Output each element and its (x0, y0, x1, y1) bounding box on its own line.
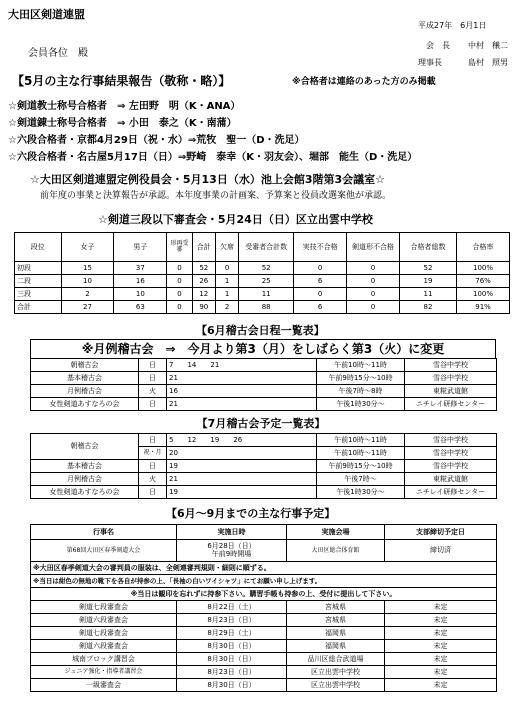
table-row (31, 434, 497, 447)
role-director: 理事長 (418, 58, 442, 67)
note-cell: ※当日は観印を忘れずに持参下さい。購習手帳も持参の上、受付に提出して下さい。 (31, 588, 497, 601)
cell: 福岡県 (287, 627, 385, 640)
cell: 1 (215, 288, 238, 301)
cell: 未定 (385, 627, 497, 640)
cell: 8月22日（土） (177, 601, 287, 614)
cell: 16 (114, 275, 167, 288)
table-row (31, 614, 497, 627)
table-row (31, 588, 497, 601)
cell: 月例稽古会 (31, 473, 139, 486)
cell: 朝稽古会 (31, 359, 139, 372)
cell: 0 (167, 301, 192, 314)
note-cell: ※大田区春季剣道大会の審判員の服装は、全剣連審判規則・細則に順ずる。 (31, 562, 497, 575)
cell: ニチレイ研修センター (405, 398, 497, 411)
june-title: 【6月稽古会日程一覧表】 (196, 324, 325, 337)
cell: 未定 (385, 601, 497, 614)
cell: 雪谷中学校 (405, 447, 497, 460)
cell: 雪谷中学校 (405, 372, 497, 385)
cell: 剣道七段審査会 (31, 627, 177, 640)
table-row (15, 262, 510, 275)
table-row (31, 372, 497, 385)
table-row (31, 666, 497, 679)
exam-header: 女子 (61, 233, 114, 262)
cell: 二段 (15, 275, 62, 288)
cell: 城南ブロック講習会 (31, 653, 177, 666)
cell: 6 (294, 301, 347, 314)
cell: 一級審査会 (31, 679, 177, 692)
cell: 0 (167, 288, 192, 301)
cell: 雪谷中学校 (405, 359, 497, 372)
cell: 日 (139, 460, 167, 473)
cell: 19 (167, 486, 317, 499)
cell: 82 (399, 301, 456, 314)
cell: 5 12 19 26 (167, 434, 317, 447)
cell: 10 (61, 275, 114, 288)
cell: 91% (457, 301, 510, 314)
cell: 締切済 (385, 540, 497, 562)
schedule-header: 支部締切予定日 (385, 525, 497, 540)
table-row (31, 540, 497, 562)
table-row (31, 486, 497, 499)
cell: 19 (167, 460, 317, 473)
table-row (31, 601, 497, 614)
schedule-table (30, 524, 497, 692)
cell: 火 (139, 473, 167, 486)
cell: 19 (399, 275, 456, 288)
cell: 午前9時15分～10時 (317, 460, 405, 473)
cell: 日 (139, 486, 167, 499)
cell: 21 (167, 398, 317, 411)
exam-header-row (15, 233, 510, 262)
exam-header: 形再受審 (167, 233, 192, 262)
exam-header: 合格率 (457, 233, 510, 262)
report-note: ※合格者は連絡のあった方のみ掲載 (292, 77, 436, 87)
cell: 7 14 21 (167, 359, 317, 372)
cell: 未定 (385, 666, 497, 679)
meeting-title: ☆大田区剣道連盟定例役員会・5月13日（水）池上会館3階第3会議室☆ (30, 173, 385, 186)
cell: 8月30日（日） (177, 653, 287, 666)
table-row (31, 398, 497, 411)
cell: 11 (399, 288, 456, 301)
cell: 東糀武道館 (405, 473, 497, 486)
cell: 52 (192, 262, 215, 275)
cell: 2 (215, 301, 238, 314)
cell: 0 (347, 301, 400, 314)
cell: 0 (347, 275, 400, 288)
cell: 午前9時15分～10時 (317, 372, 405, 385)
june-table (30, 358, 497, 411)
cell-date: 6月28日（日） (207, 541, 256, 550)
cell: 火 (139, 385, 167, 398)
table-row (31, 385, 497, 398)
table-row (31, 460, 497, 473)
cell: 11 (239, 288, 294, 301)
cell: 8月29日（土） (177, 627, 287, 640)
cell: 52 (239, 262, 294, 275)
cell: 8月23日（日） (177, 666, 287, 679)
table-row (31, 640, 497, 653)
cell: 大田区総合体育館 (287, 540, 385, 562)
cell: 2 (61, 288, 114, 301)
cell: 8月30日（日） (177, 640, 287, 653)
cell: 品川区総合武道場 (287, 653, 385, 666)
cell: 月例稽古会 (31, 385, 139, 398)
cell: 雪谷中学校 (405, 460, 497, 473)
cell: 宮城県 (287, 601, 385, 614)
cell: 合計 (15, 301, 62, 314)
cell: 26 (192, 275, 215, 288)
cell: 午後1時30分～ (317, 486, 405, 499)
cell: 剣道七段審査会 (31, 601, 177, 614)
cell: 63 (114, 301, 167, 314)
cell: ジュニア強化・指導者講習会 (31, 666, 177, 679)
cell: 37 (114, 262, 167, 275)
cell: 朝稽古会 (31, 434, 139, 460)
cell: 0 (294, 288, 347, 301)
schedule-header: 実施会場 (287, 525, 385, 540)
cell: 0 (347, 262, 400, 275)
cell: 基本稽古会 (31, 460, 139, 473)
cell: 0 (167, 262, 192, 275)
cell: 午後7時～8時 (317, 385, 405, 398)
cell: 27 (61, 301, 114, 314)
cell: ニチレイ研修センター (405, 486, 497, 499)
july-table (30, 433, 497, 499)
cell: 6 (294, 275, 347, 288)
cell: 日 (139, 372, 167, 385)
cell: 三段 (15, 288, 62, 301)
table-row (15, 275, 510, 288)
cell: 12 (192, 288, 215, 301)
cell: 東糀武道館 (405, 385, 497, 398)
cell: 1 (215, 275, 238, 288)
cell: 0 (294, 262, 347, 275)
table-row (15, 288, 510, 301)
cell: 未定 (385, 679, 497, 692)
cell: 0 (215, 262, 238, 275)
exam-header: 男子 (114, 233, 167, 262)
cell: 8月30日（日） (177, 679, 287, 692)
exam-header: 段位 (15, 233, 62, 262)
exam-header: 合格者総数 (399, 233, 456, 262)
cell-time: 午前9時開場 (211, 549, 252, 558)
cell: 午前10時～11時 (317, 434, 405, 447)
cell: 女性剣道あすなろの会 (31, 398, 139, 411)
cell: 午後7時～ (317, 473, 405, 486)
july-title: 【7月稽古会予定一覧表】 (196, 417, 326, 430)
cell: 基本稽古会 (31, 372, 139, 385)
cell: 区立出雲中学校 (287, 666, 385, 679)
table-row (31, 575, 497, 588)
cell: 午前10時～11時 (317, 359, 405, 372)
cell: 0 (347, 288, 400, 301)
report-line: ☆六段合格者・京都4月29日（祝・水）⇒荒牧 聖一（D・洗足） (8, 135, 305, 146)
cell: 日 (139, 398, 167, 411)
table-row (31, 679, 497, 692)
cell: 8月23日（日） (177, 614, 287, 627)
table-row (31, 627, 497, 640)
cell: 100% (457, 288, 510, 301)
exam-header: 剣道形不合格 (347, 233, 400, 262)
cell: 16 (167, 385, 317, 398)
cell: 初段 (15, 262, 62, 275)
cell: 15 (61, 262, 114, 275)
report-line: ☆六段合格者・名古屋5月17日（日）⇒野崎 泰幸（K・羽友会）、堀部 能生（D・洗足） (8, 152, 418, 163)
report-line: ☆剣道錬士称号合格者 ⇒ 小田 泰之（K・南蒲） (8, 118, 237, 129)
schedule-header: 行事名 (31, 525, 177, 540)
cell: 90 (192, 301, 215, 314)
exam-header: 合計 (192, 233, 215, 262)
schedule-title: 【6月～9月までの主な行事予定】 (166, 507, 336, 520)
cell: 21 (167, 473, 317, 486)
cell: 未定 (385, 614, 497, 627)
cell: 未定 (385, 653, 497, 666)
exam-header: 実技不合格 (294, 233, 347, 262)
cell: 未定 (385, 640, 497, 653)
cell: 10 (114, 288, 167, 301)
cell: 日 (139, 359, 167, 372)
report-line: ☆剣道教士称号合格者 ⇒ 左田野 明（K・ANA） (8, 101, 241, 112)
table-row (31, 653, 497, 666)
cell: 0 (167, 275, 192, 288)
cell: 日 (139, 434, 167, 447)
cell: 雪谷中学校 (405, 434, 497, 447)
table-row (31, 525, 497, 540)
table-row (15, 301, 510, 314)
exam-header: 受審者合計数 (239, 233, 294, 262)
cell: 剣道六段審査会 (31, 640, 177, 653)
note-cell: ※当日は紺色の無地の靴下を各自が持参の上、「長袖の白いワイシャツ」にてお願い申し上げます。 (31, 575, 497, 588)
report-title: 【5月の主な行事結果報告（敬称・略）】 (12, 74, 231, 88)
exam-table (14, 232, 510, 314)
issue-date: 平成27年 6月1日 (418, 21, 487, 30)
june-change-notice: ※月例稽古会 ⇒ 今月より第3（月）をしばらく第3（火）に変更 (30, 339, 496, 359)
meeting-description: 前年度の事業と決算報告が承認。本年度事業の計画案、予算案と役員改選案他が承認。 (40, 191, 392, 201)
cell: 100% (457, 262, 510, 275)
schedule-header: 実施日時 (177, 525, 287, 540)
cell: 第68回大田区春季剣道大会 (31, 540, 177, 562)
table-row (31, 359, 497, 372)
org-name: 大田区剣道連盟 (8, 8, 85, 21)
cell (177, 540, 287, 562)
cell: 午前10時～11時 (317, 447, 405, 460)
cell: 午後1時30分～ (317, 398, 405, 411)
cell: 女性剣道あすなろの会 (31, 486, 139, 499)
role-president: 会 長 (426, 41, 450, 50)
exam-title: ☆剣道三段以下審査会・5月24日（日）区立出雲中学校 (98, 213, 373, 226)
table-row (31, 473, 497, 486)
cell: 88 (239, 301, 294, 314)
name-director: 島村 照男 (468, 58, 508, 67)
exam-header: 欠席 (215, 233, 238, 262)
cell: 祝・月 (139, 447, 167, 460)
cell: 76% (457, 275, 510, 288)
table-row (31, 562, 497, 575)
cell: 福岡県 (287, 640, 385, 653)
cell: 52 (399, 262, 456, 275)
cell: 21 (167, 372, 317, 385)
cell: 25 (239, 275, 294, 288)
cell: 20 (167, 447, 317, 460)
salutation: 会員各位 殿 (28, 48, 88, 59)
cell: 区立出雲中学校 (287, 679, 385, 692)
cell: 剣道六段審査会 (31, 614, 177, 627)
name-president: 中村 穣二 (468, 41, 508, 50)
cell: 宮城県 (287, 614, 385, 627)
